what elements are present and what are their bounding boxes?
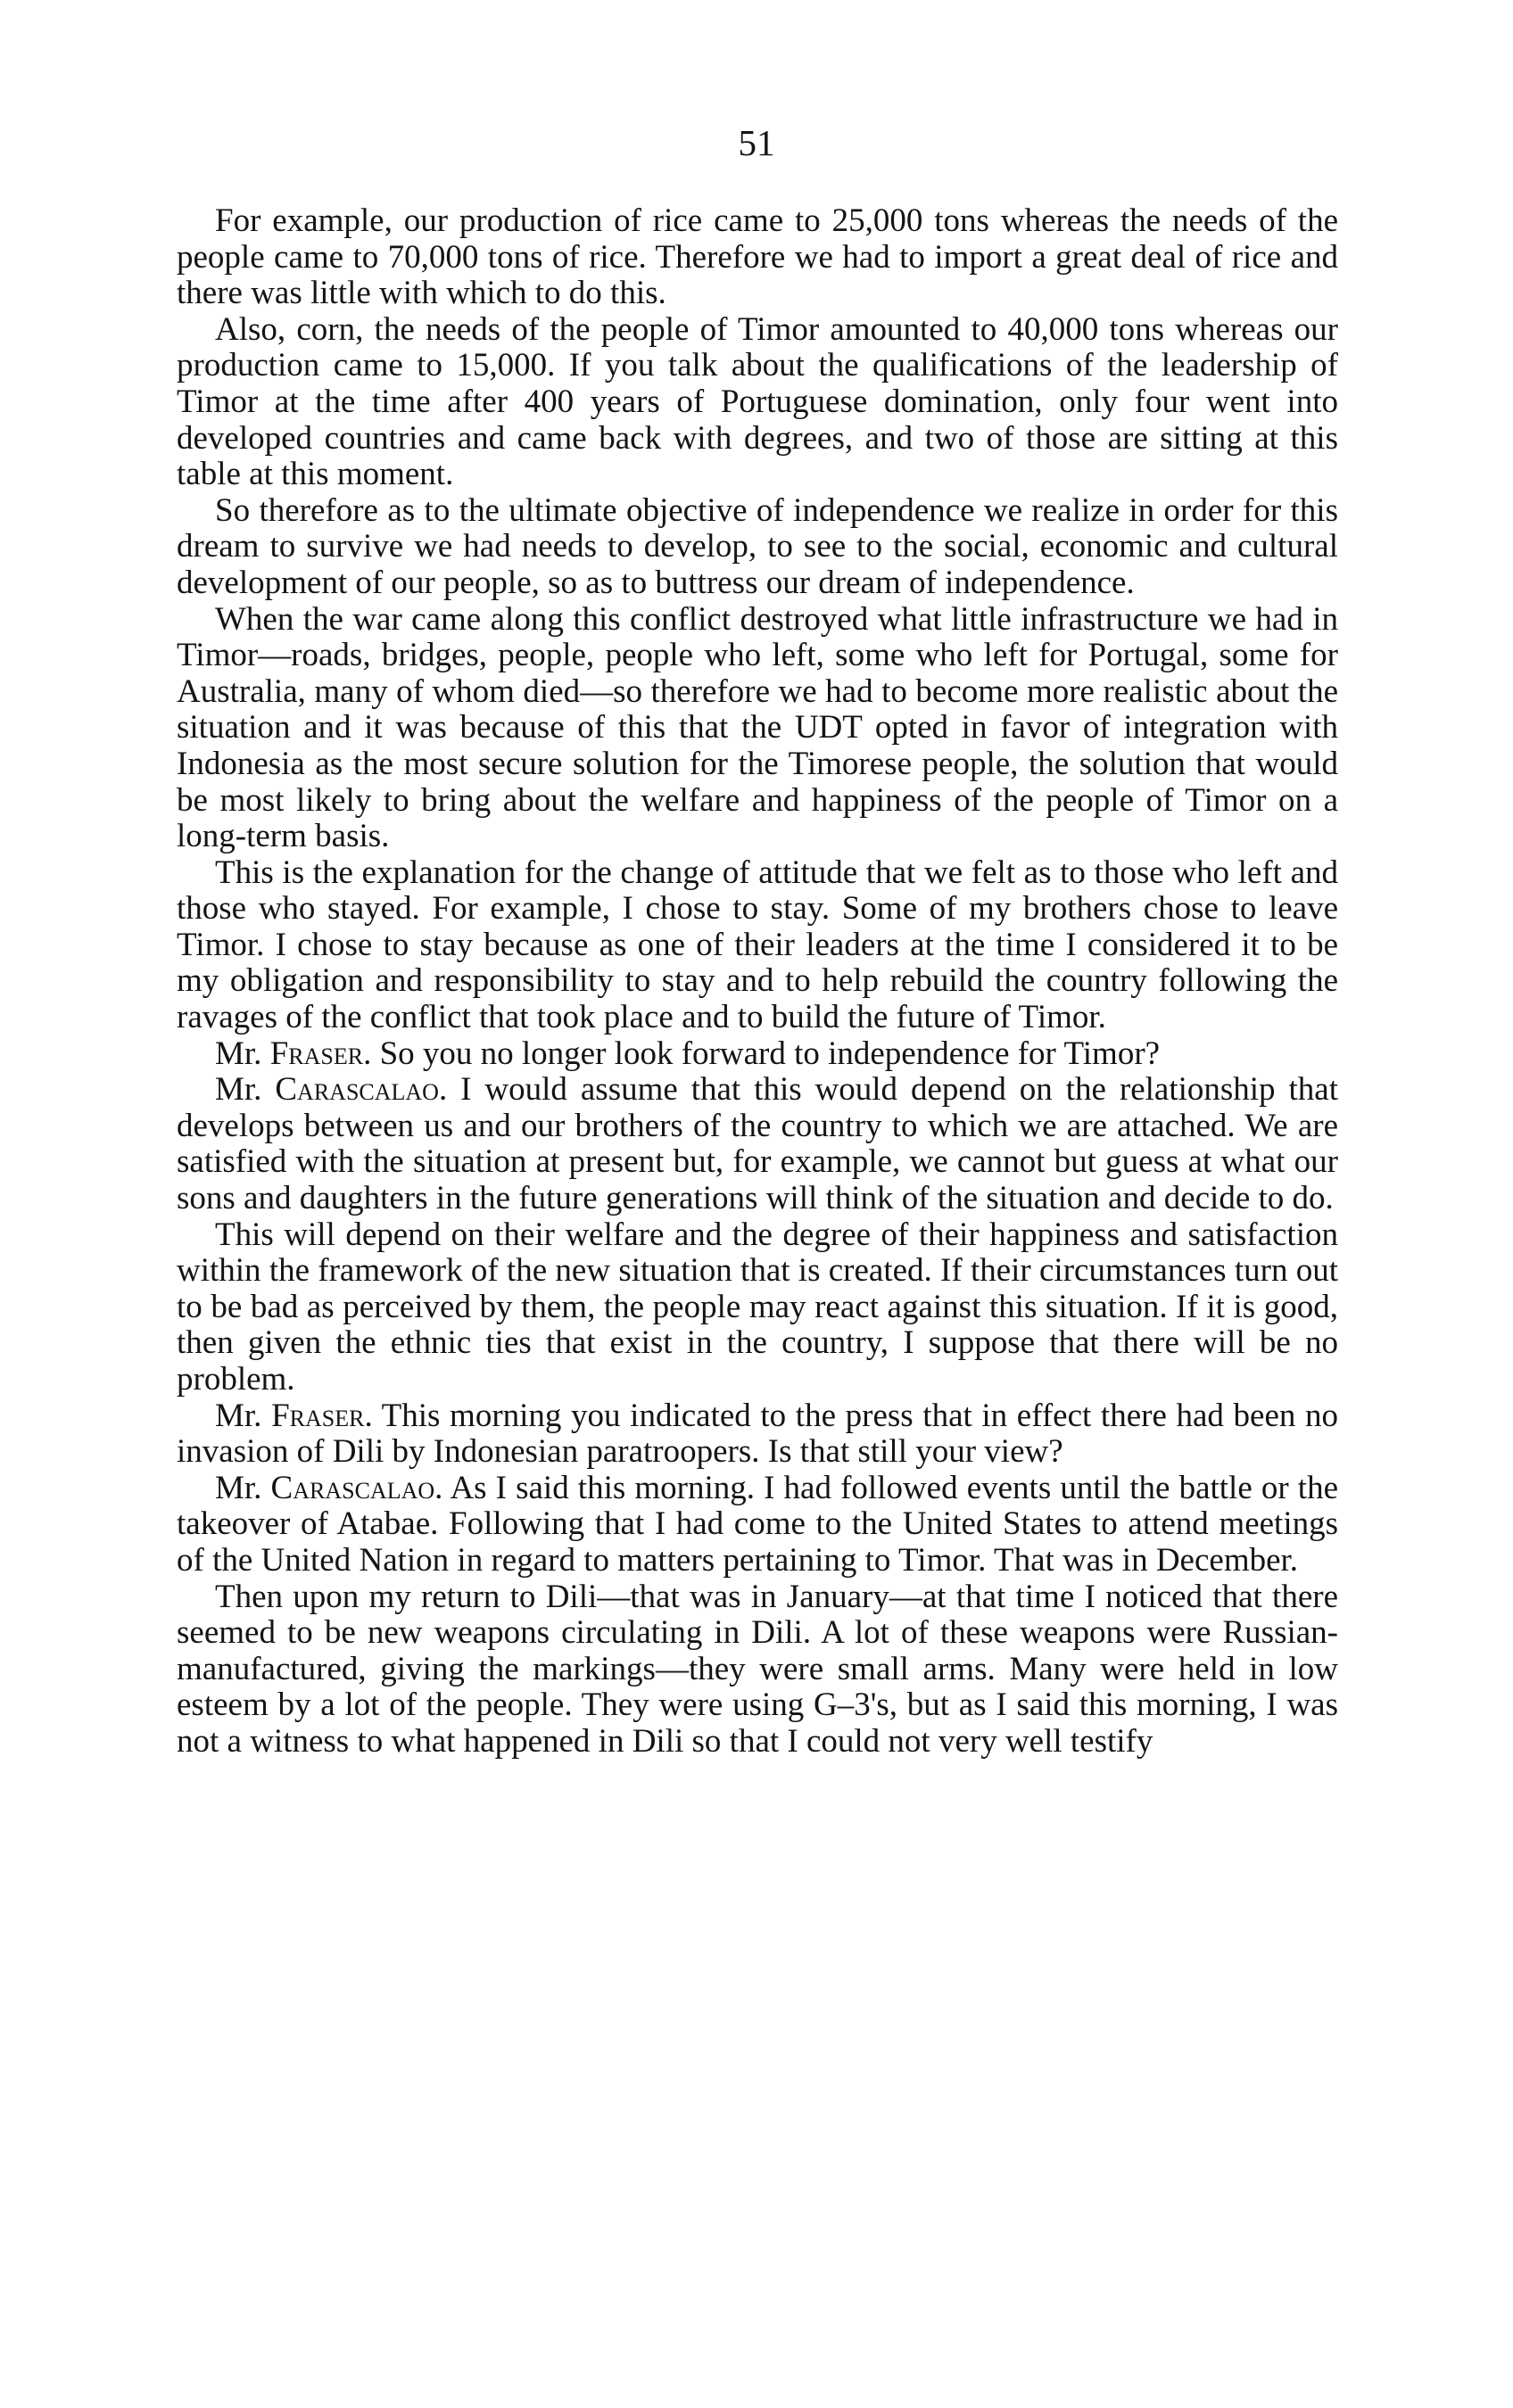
speaker-title: Mr. [215,1071,276,1109]
paragraph-text: So therefore as to the ultimate objective of independence we realize in order for this dream to survive we had needs to develop, to see to the social, economic and cultural development of our people, so as to buttress our dream of independence. [177,491,1338,601]
speaker-name: Carascalao. [270,1469,443,1506]
paragraph-text: So you no longer look forward to independence for Timor? [371,1035,1161,1072]
paragraph-text: Also, corn, the needs of the people of Timor amounted to 40,000 tons whereas our production came to 15,000. If you talk about the qualifications of the leadership of Timor at the time after 400 years of Portuguese domination, only four went into developed countries and came back with degrees, and two of those are sitting at this table at this moment. [177,310,1338,493]
paragraph [177,312,1338,493]
paragraph [177,602,1338,855]
speaker-paragraph [177,1072,1338,1216]
paragraph-text: When the war came along this conflict destroyed what little infrastructure we had in Timor—roads, bridges, people, people who left, some who left for Portugal, some for Australia, many of whom died—so therefore we had to become more realistic about the situation and it was because of this that the UDT opted in favor of integration with Indonesia as the most secure solution for the Timorese people, the solution that would be most likely to bring about the welfare and happiness of the people of Timor on a long-term basis. [177,600,1338,855]
paragraph-text: Then upon my return to Dili—that was in January—at that time I noticed that there seemed to be new weapons circulating in Dili. A lot of these weapons were Russian-manufactured, giving the markings—they were small arms. Many were held in low esteem by a lot of the people. They were using G–3's, but as I said this morning, I was not a witness to what happened in Dili so that I could not very well testify [177,1578,1338,1760]
speaker-paragraph [177,1398,1338,1471]
paragraph [177,203,1338,312]
paragraph [177,1217,1338,1398]
speaker-title: Mr. [215,1397,272,1434]
paragraph-text: I would assume that this would depend on the relationship that develops between us and our brothers of the country to which we are attached. We are satisfied with the situation at present but, for example, we cannot but guess at what our sons and daughters in the future generations will think of the situation and decide to do. [177,1071,1338,1217]
paragraph-text: This is the explanation for the change of attitude that we felt as to those who left and those who stayed. For example, I chose to stay. Some of my brothers chose to leave Timor. I chose to stay because as one of their leaders at the time I considered it to be my obligation and responsibility to stay and to help rebuild the country following the ravages of the conflict that took place and to build the future of Timor. [177,854,1338,1036]
speaker-name: Fraser. [271,1397,373,1434]
paragraph [177,493,1338,602]
speaker-name: Fraser. [269,1035,372,1072]
paragraph [177,855,1338,1036]
paragraph [177,1579,1338,1761]
speaker-title: Mr. [215,1035,270,1072]
speaker-name: Carascalao. [275,1071,448,1109]
paragraph-text: As I said this morning. I had followed events until the battle or the takeover of Atabae. Following that I had come to the United States to attend meetings of the United Nation in regard to matters pertaining to Timor. That was in December. [177,1469,1338,1579]
paragraph-text: For example, our production of rice came to 25,000 tons whereas the needs of the people came to 70,000 tons of rice. Therefore we had to import a great deal of rice and there was little with which to do this. [177,202,1338,312]
paragraph-text: This morning you indicated to the press that in effect there had been no invasion of Dili by Indonesian paratroopers. Is that still your view? [177,1397,1338,1471]
page-number: 51 [738,122,775,163]
speaker-title: Mr. [215,1469,271,1506]
speaker-paragraph [177,1036,1338,1073]
body-text [177,203,1338,1761]
speaker-paragraph [177,1471,1338,1579]
paragraph-text: This will depend on their welfare and the degree of their happiness and satisfaction within the framework of the new situation that is created. If their circumstances turn out to be bad as perceived by them, the people may react against this situation. If it is good, then given the ethnic ties that exist in the country, I suppose that there will be no problem. [177,1216,1338,1398]
